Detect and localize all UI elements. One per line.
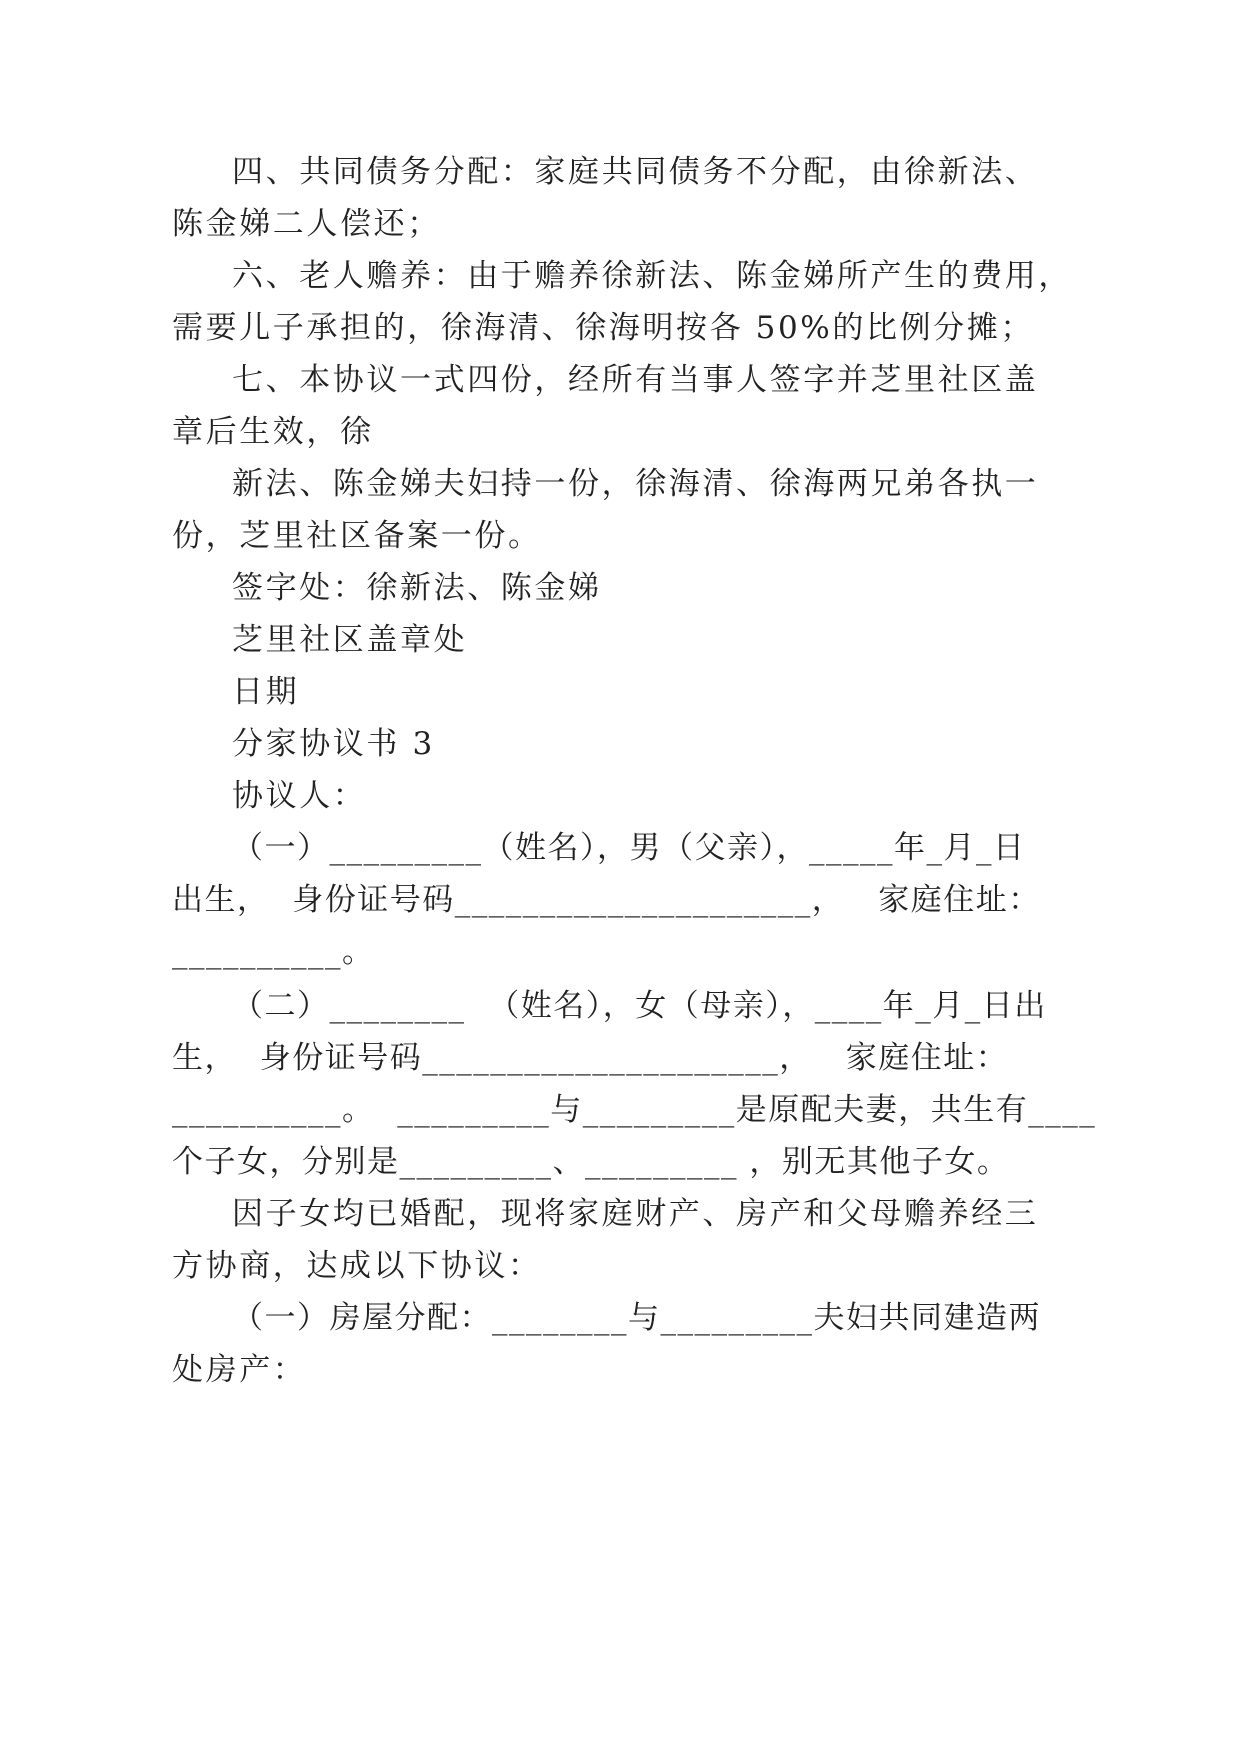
text-line-20: 个子女，分别是_________、_________ ，别无其他子女。 (172, 1144, 1010, 1180)
text-line-8: 份，芝里社区备案一份。 (172, 518, 542, 554)
parties-heading: 协议人： (232, 778, 367, 814)
text-line-16: __________。 (172, 934, 375, 970)
text-line-14: （一）_________（姓名），男（父亲），_____年_月_日 (232, 830, 1026, 866)
text-line-21: 因子女均已婚配，现将家庭财产、房产和父母赡养经三 (232, 1196, 1039, 1232)
text-line-1: 四、共同债务分配：家庭共同债务不分配，由徐新法、 (232, 154, 1039, 190)
text-line-17: （二）________ （姓名），女（母亲），____年_月_日出 (232, 988, 1047, 1024)
text-line-2: 陈金娣二人偿还； (172, 206, 441, 242)
text-line-4: 需要儿子承担的，徐海清、徐海明按各 50%的比例分摊； (172, 310, 1034, 346)
date-line: 日期 (232, 674, 300, 710)
text-line-19: __________。 _________与_________是原配夫妻，共生有____ (172, 1092, 1097, 1128)
signature-line: 签字处：徐新法、陈金娣 (232, 570, 602, 606)
text-line-23: （一）房屋分配：________与_________夫妇共同建造两 (232, 1300, 1041, 1336)
text-line-22: 方协商，达成以下协议： (172, 1248, 542, 1284)
text-line-7: 新法、陈金娣夫妇持一份，徐海清、徐海两兄弟各执一 (232, 466, 1039, 502)
text-line-24: 处房产： (172, 1352, 307, 1388)
text-line-5: 七、本协议一式四份，经所有当事人签字并芝里社区盖 (232, 362, 1039, 398)
text-line-3: 六、老人赡养：由于赡养徐新法、陈金娣所产生的费用， (232, 258, 1072, 294)
seal-line: 芝里社区盖章处 (232, 622, 468, 658)
text-line-15: 出生， 身份证号码_____________________， 家庭住址： (172, 882, 1041, 918)
text-line-18: 生， 身份证号码_____________________， 家庭住址： (172, 1040, 1009, 1076)
section-title: 分家协议书 3 (232, 726, 435, 762)
text-line-6: 章后生效，徐 (172, 414, 374, 450)
